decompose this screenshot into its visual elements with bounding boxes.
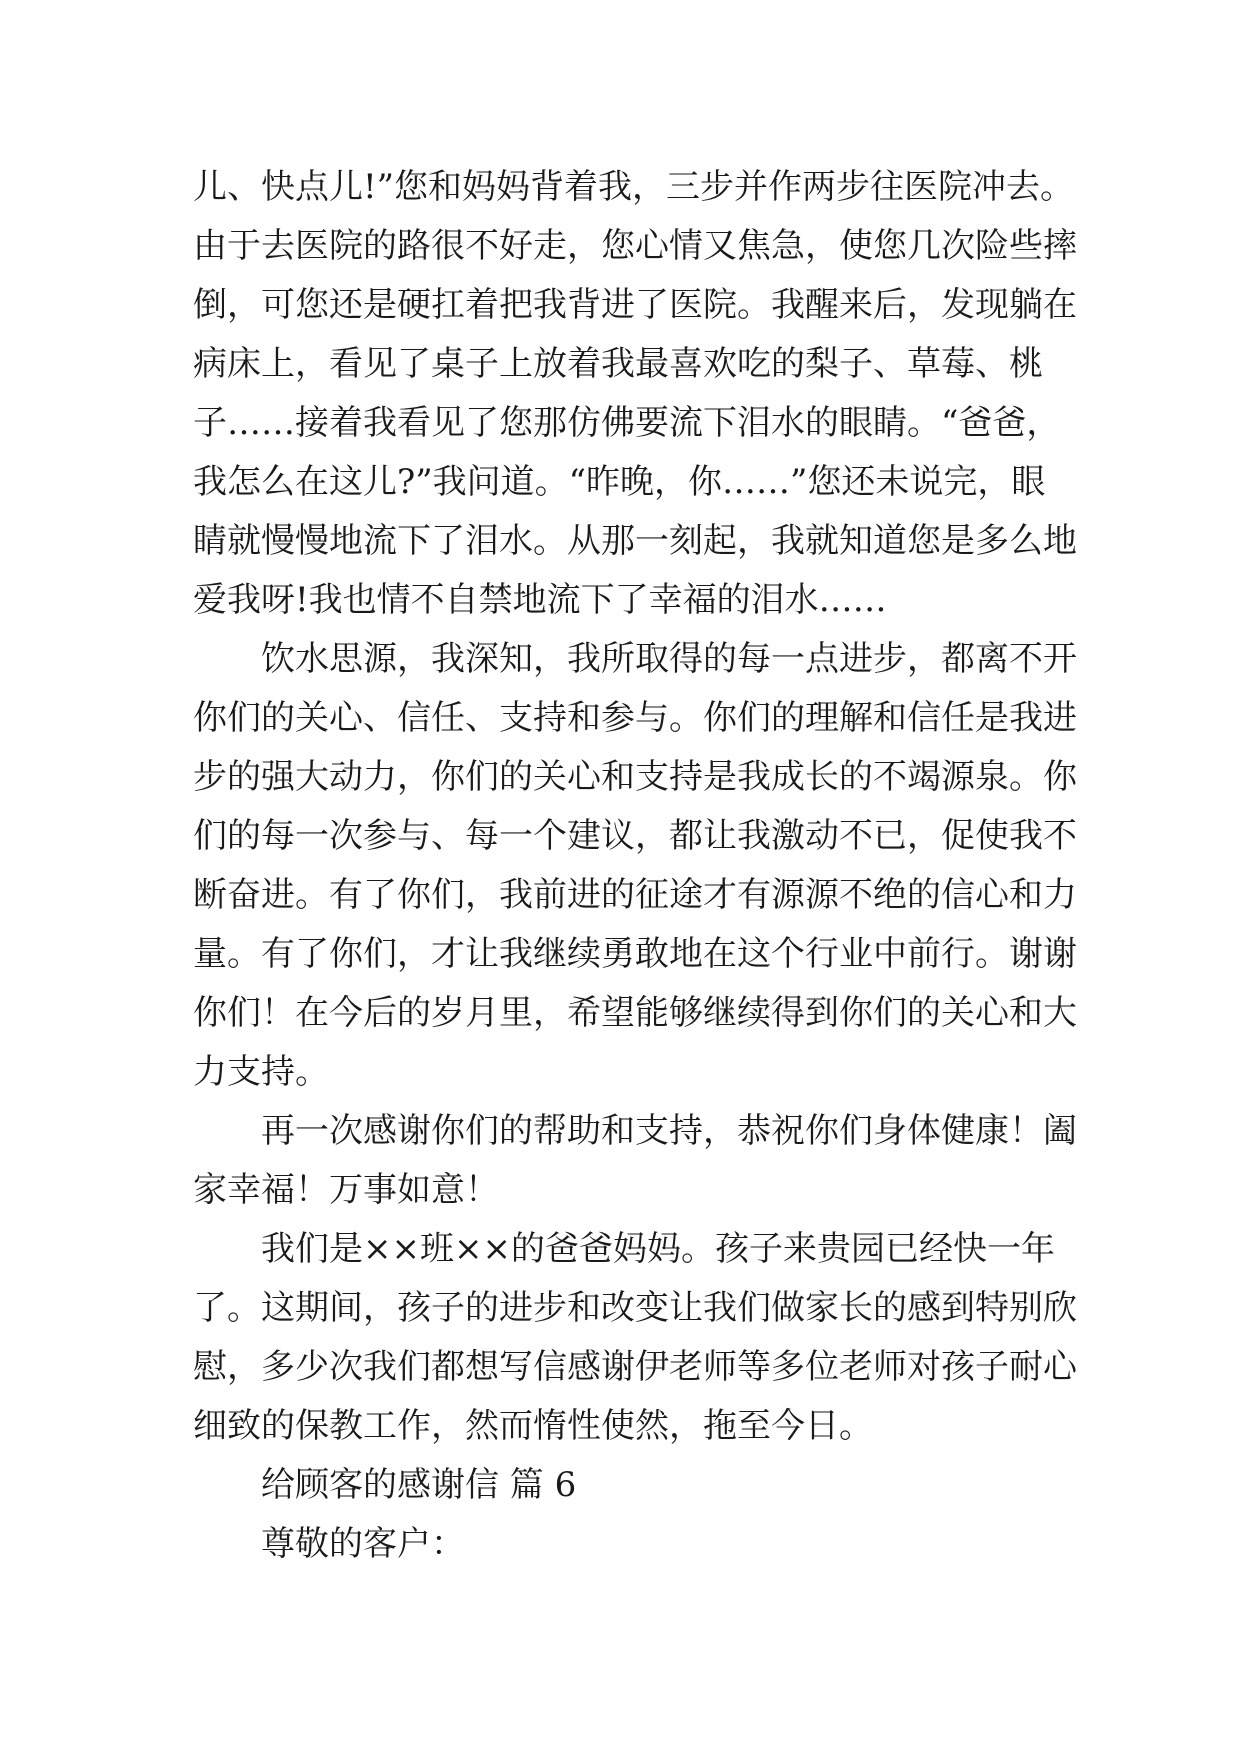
text-line: 再一次感谢你们的帮助和支持，恭祝你们身体健康！阖 — [261, 1111, 1077, 1151]
text-line: 你们的关心、信任、支持和参与。你们的理解和信任是我进 — [193, 698, 1077, 738]
text-line: 爱我呀!我也情不自禁地流下了幸福的泪水…… — [193, 580, 887, 620]
text-line: 给顾客的感谢信 篇 6 — [261, 1465, 577, 1505]
text-line: 由于去医院的路很不好走，您心情又焦急，使您几次险些摔 — [193, 226, 1077, 266]
text-line: 睛就慢慢地流下了泪水。从那一刻起，我就知道您是多么地 — [193, 521, 1077, 561]
text-line: 你们！在今后的岁月里，希望能够继续得到你们的关心和大 — [193, 993, 1077, 1033]
text-line: 我们是××班××的爸爸妈妈。孩子来贵园已经快一年 — [261, 1229, 1055, 1269]
text-line: 力支持。 — [193, 1052, 329, 1092]
text-line: 我怎么在这儿?”我问道。“昨晚，你……”您还未说完，眼 — [193, 462, 1046, 502]
text-line: 家幸福！万事如意！ — [193, 1170, 499, 1210]
text-line: 慰，多少次我们都想写信感谢伊老师等多位老师对孩子耐心 — [193, 1347, 1077, 1387]
paragraph — [193, 630, 1077, 1102]
text-line: 倒，可您还是硬扛着把我背进了医院。我醒来后，发现躺在 — [193, 285, 1077, 325]
text-line: 尊敬的客户： — [261, 1524, 465, 1564]
paragraph — [193, 158, 1077, 630]
paragraph — [193, 1220, 1077, 1456]
salutation — [193, 1515, 1073, 1574]
text-line: 子……接着我看见了您那仿佛要流下泪水的眼睛。“爸爸， — [193, 403, 1061, 443]
text-line: 断奋进。有了你们，我前进的征途才有源源不绝的信心和力 — [193, 875, 1077, 915]
document-body — [193, 158, 1077, 1574]
text-line: 饮水思源，我深知，我所取得的每一点进步，都离不开 — [261, 639, 1077, 679]
text-line: 了。这期间，孩子的进步和改变让我们做家长的感到特别欣 — [193, 1288, 1077, 1328]
text-line: 量。有了你们，才让我继续勇敢地在这个行业中前行。谢谢 — [193, 934, 1077, 974]
text-line: 细致的保教工作，然而惰性使然，拖至今日。 — [193, 1406, 873, 1446]
text-line: 病床上，看见了桌子上放着我最喜欢吃的梨子、草莓、桃 — [193, 344, 1043, 384]
text-line: 儿、快点儿!”您和妈妈背着我，三步并作两步往医院冲去。 — [193, 167, 1075, 207]
text-line: 步的强大动力，你们的关心和支持是我成长的不竭源泉。你 — [193, 757, 1077, 797]
paragraph — [193, 1102, 1077, 1220]
section-heading — [193, 1456, 1073, 1515]
text-line: 们的每一次参与、每一个建议，都让我激动不已，促使我不 — [193, 816, 1077, 856]
